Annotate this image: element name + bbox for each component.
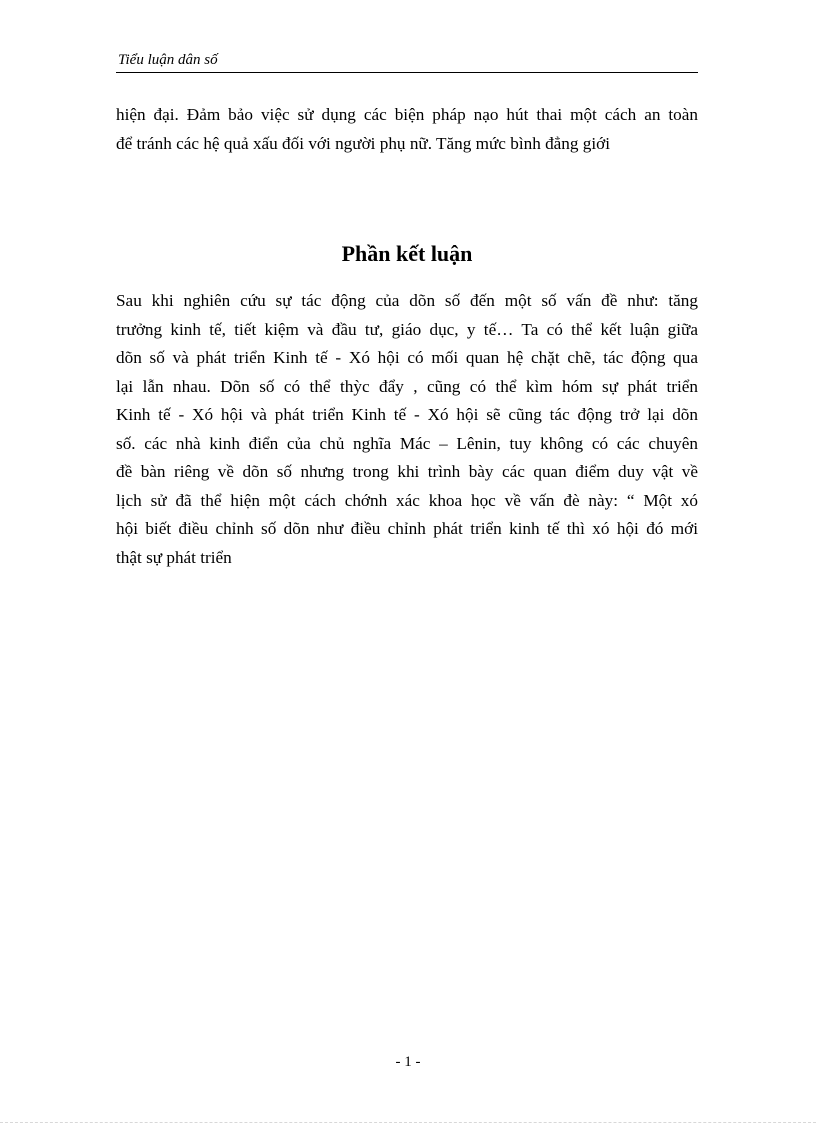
text-line: lịch sử đã thể hiện một cách chớnh xác khoa học về vấn đè này: “ Một xó <box>116 490 698 510</box>
text-line: Sau khi nghiên cứu sự tác động của dõn số đến một số vấn đề như: tăng <box>116 291 698 310</box>
intro-paragraph <box>116 101 698 158</box>
conclusion-paragraph <box>116 287 698 572</box>
page-header <box>116 50 698 73</box>
section-heading: Phần kết luận <box>341 241 473 266</box>
text-line: hiện đại. Đảm bảo việc sử dụng các biện pháp nạo hút thai một cách an toàn <box>116 105 698 124</box>
text-line: lại lẫn nhau. Dõn số có thể thỳc đẩy , cũng có thể kìm hóm sự phát triển <box>116 376 698 396</box>
header-title: Tiểu luận dân số <box>118 52 218 68</box>
text-line: thật sự phát triển <box>116 547 232 567</box>
page-number: - 1 - <box>395 1054 421 1070</box>
text-line: trưởng kinh tế, tiết kiệm và đầu tư, giáo dục, y tế… Ta có thể kết luận giữa <box>116 319 698 339</box>
text-line: dõn số và phát triển Kinh tế - Xó hội có mối quan hệ chặt chẽ, tác động qua <box>116 348 698 367</box>
text-line: để tránh các hệ quả xấu đối với người phụ nữ. Tăng mức bình đẳng giới <box>116 133 611 153</box>
text-line: Kinh tế - Xó hội và phát triển Kinh tế - Xó hội sẽ cũng tác động trở lại dõn <box>116 405 698 424</box>
text-line: số. các nhà kinh điển của chủ nghĩa Mác – Lênin, tuy không có các chuyên <box>116 433 698 453</box>
text-line: hội biết điều chỉnh số dõn như điều chỉnh phát triển kinh tế thì xó hội đó mới <box>116 519 698 538</box>
text-line: đề bàn riêng về dõn số nhưng trong khi trình bày các quan điểm duy vật về <box>116 462 698 481</box>
